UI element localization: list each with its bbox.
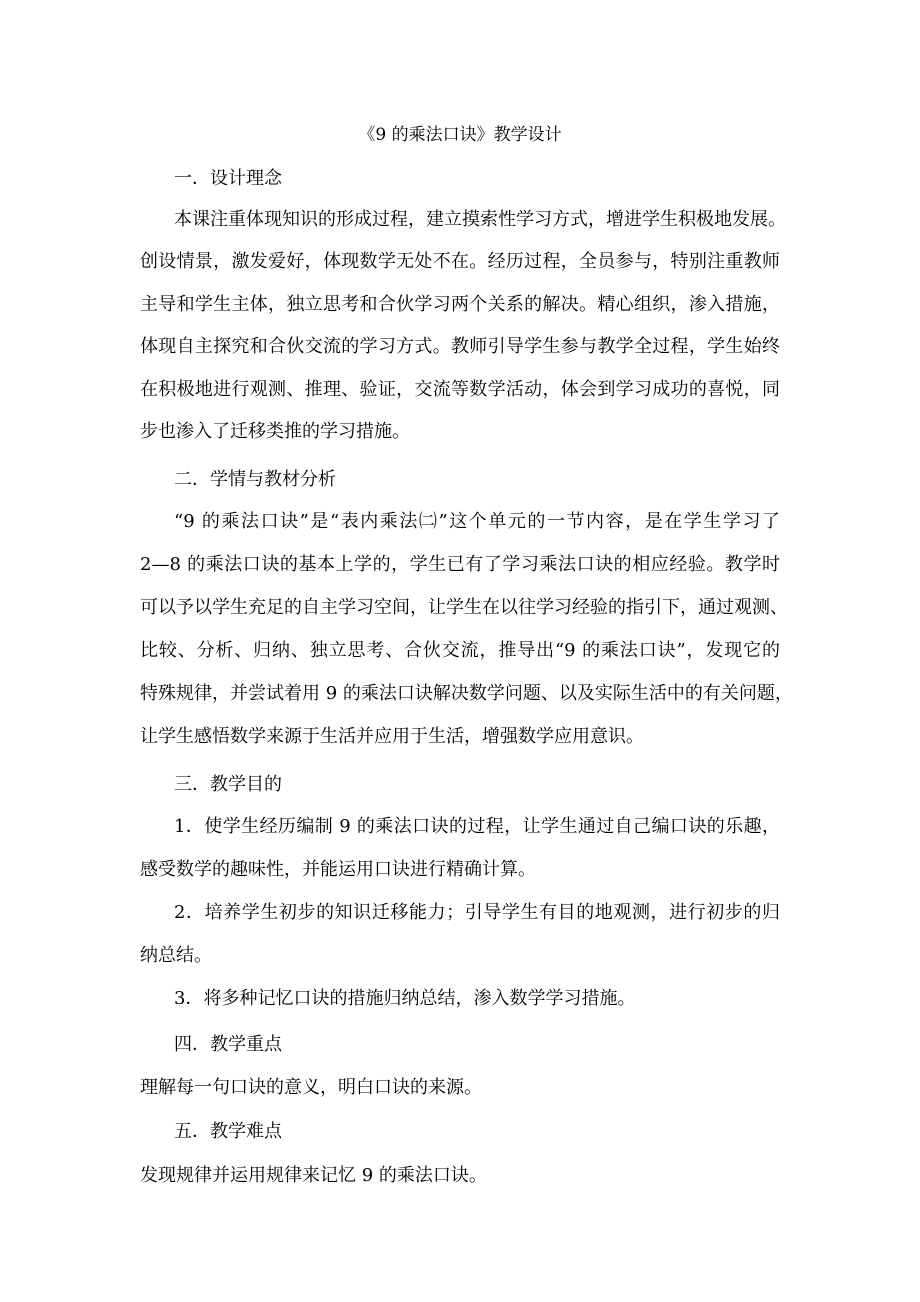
paragraph-line: 步也渗入了迁移类推的学习措施。 [140,421,410,442]
document-title: 《9 的乘法口诀》教学设计 [358,125,562,145]
key-points-text: 理解每一句口诀的意义，明白口诀的来源。 [140,1077,482,1098]
section-heading-design-concept: 一．设计理念 [174,168,282,189]
objective-item-3: 3．将多种记忆口诀的措施归纳总结，渗入数学学习措施。 [174,988,636,1009]
difficulties-text: 发现规律并运用规律来记忆 9 的乘法口诀。 [140,1165,487,1186]
objective-item-2: 2．培养学生初步的知识迁移能力；引导学生有目的地观测，进行初步的归 [174,902,780,923]
paragraph-line: 让学生感悟数学来源于生活并应用于生活，增强数学应用意识。 [140,726,644,747]
section-heading-key-points: 四．教学重点 [174,1034,282,1055]
section-heading-difficulties: 五．教学难点 [174,1121,282,1142]
paragraph-line: “9 的乘法口诀”是“表内乘法㈡”这个单元的一节内容，是在学生学习了 [174,511,780,532]
paragraph-line: 可以予以学生充足的自主学习空间，让学生在以往学习经验的指引下，通过观测、 [140,597,788,618]
paragraph-line: 2—8 的乘法口诀的基本上学的，学生已有了学习乘法口诀的相应经验。教学时 [140,554,780,575]
section-heading-objectives: 三．教学目的 [174,774,282,795]
paragraph-line: 在积极地进行观测、推理、验证，交流等数学活动，体会到学习成功的喜悦，同 [140,379,780,400]
objective-item-1: 1．使学生经历编制 9 的乘法口诀的过程，让学生通过自己编口诀的乐趣， [174,816,780,837]
objective-item-2-continued: 纳总结。 [140,945,212,966]
paragraph-line: 体现自主探究和合伙交流的学习方式。教师引导学生参与教学全过程，学生始终 [140,336,780,357]
paragraph-line: 比较、分析、归纳、独立思考、合伙交流，推导出“9 的乘法口诀”，发现它的 [140,640,780,661]
paragraph-line: 特殊规律，并尝试着用 9 的乘法口诀解决数学问题、以及实际生活中的有关问题， [140,683,793,704]
objective-item-1-continued: 感受数学的趣味性，并能运用口诀进行精确计算。 [140,859,536,880]
paragraph-line: 本课注重体现知识的形成过程，建立摸索性学习方式，增进学生积极地发展。 [174,209,786,230]
paragraph-line: 主导和学生主体，独立思考和合伙学习两个关系的解决。精心组织，渗入措施， [140,294,780,315]
paragraph-line: 创设情景，激发爱好，体现数学无处不在。经历过程，全员参与，特别注重教师 [140,251,780,272]
section-heading-analysis: 二．学情与教材分析 [174,469,336,490]
